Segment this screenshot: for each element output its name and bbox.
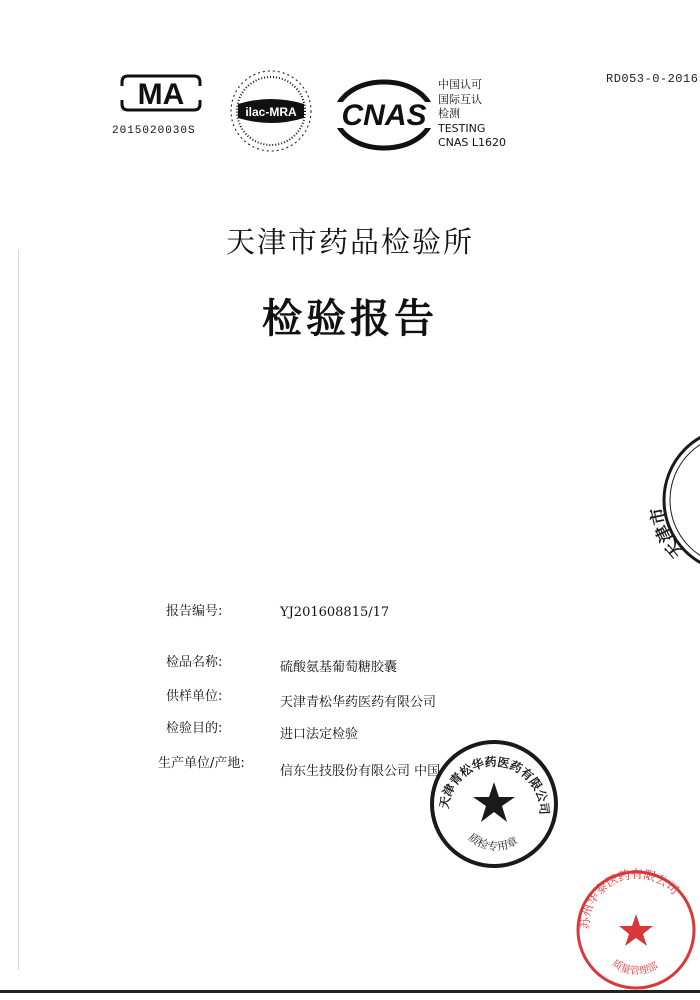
- report-title: 检验报告: [262, 296, 438, 342]
- edge-seal-text: 天津市: [647, 505, 689, 562]
- edge-seal-icon: [640, 420, 700, 580]
- ilac-mra-logo-icon: [226, 66, 316, 156]
- cnas-caption-line: TESTING: [438, 121, 486, 135]
- field-value-manufacturer: 信东生技股份有限公司 中国: [280, 764, 441, 779]
- company-seal-bottom-text: 质检专用章: [465, 830, 521, 854]
- field-value-purpose: 进口法定检验: [280, 727, 359, 742]
- document-code: RD053-0-2016: [606, 72, 699, 86]
- company-seal-top-text: 天津青松华药医药有限公司: [436, 754, 552, 816]
- cma-number: 2015020030S: [112, 125, 196, 137]
- field-label-report-number: 报告编号:: [166, 604, 223, 619]
- cma-logo-text: MA: [137, 78, 185, 111]
- company-inspection-seal-icon: [428, 738, 560, 870]
- cnas-caption: [438, 78, 506, 151]
- red-seal-top-text: 苏州华泰医药有限公司: [577, 867, 682, 930]
- svg-text:质检专用章: [466, 830, 520, 853]
- svg-text:苏州华泰医药有限公司: [578, 867, 682, 929]
- cnas-caption-line: 国际互认: [438, 92, 482, 106]
- cma-logo-icon: [118, 72, 204, 114]
- field-value-supplier: 天津青松华药医药有限公司: [280, 695, 437, 710]
- red-quality-seal-icon: [572, 866, 700, 990]
- field-label-manufacturer: 生产单位/产地:: [158, 756, 245, 771]
- red-seal-bottom-text: 质量管理部: [609, 958, 660, 978]
- cnas-caption-line: CNAS L1620: [438, 136, 507, 149]
- field-label-purpose: 检验目的:: [166, 721, 223, 736]
- cnas-caption-line: 中国认可: [438, 78, 482, 91]
- field-label-product-name: 检品名称:: [166, 655, 223, 670]
- field-value-report-number: YJ201608815/17: [280, 605, 390, 620]
- svg-text:质量管理部: [610, 956, 660, 977]
- ilac-logo-text: ilac-MRA: [245, 105, 297, 119]
- scan-edge-left: [18, 250, 19, 970]
- field-label-supplier: 供样单位:: [166, 689, 223, 704]
- cnas-logo-text: CNAS: [341, 99, 427, 132]
- cnas-caption-line: 检测: [438, 107, 460, 120]
- cnas-logo-icon: [332, 78, 436, 152]
- scan-edge-bottom: [0, 990, 700, 993]
- field-value-product-name: 硫酸氨基葡萄糖胶囊: [280, 660, 398, 675]
- institute-name: 天津市药品检验所: [225, 225, 474, 259]
- svg-text:天津市: [646, 506, 688, 562]
- accreditation-logos: [0, 0, 700, 170]
